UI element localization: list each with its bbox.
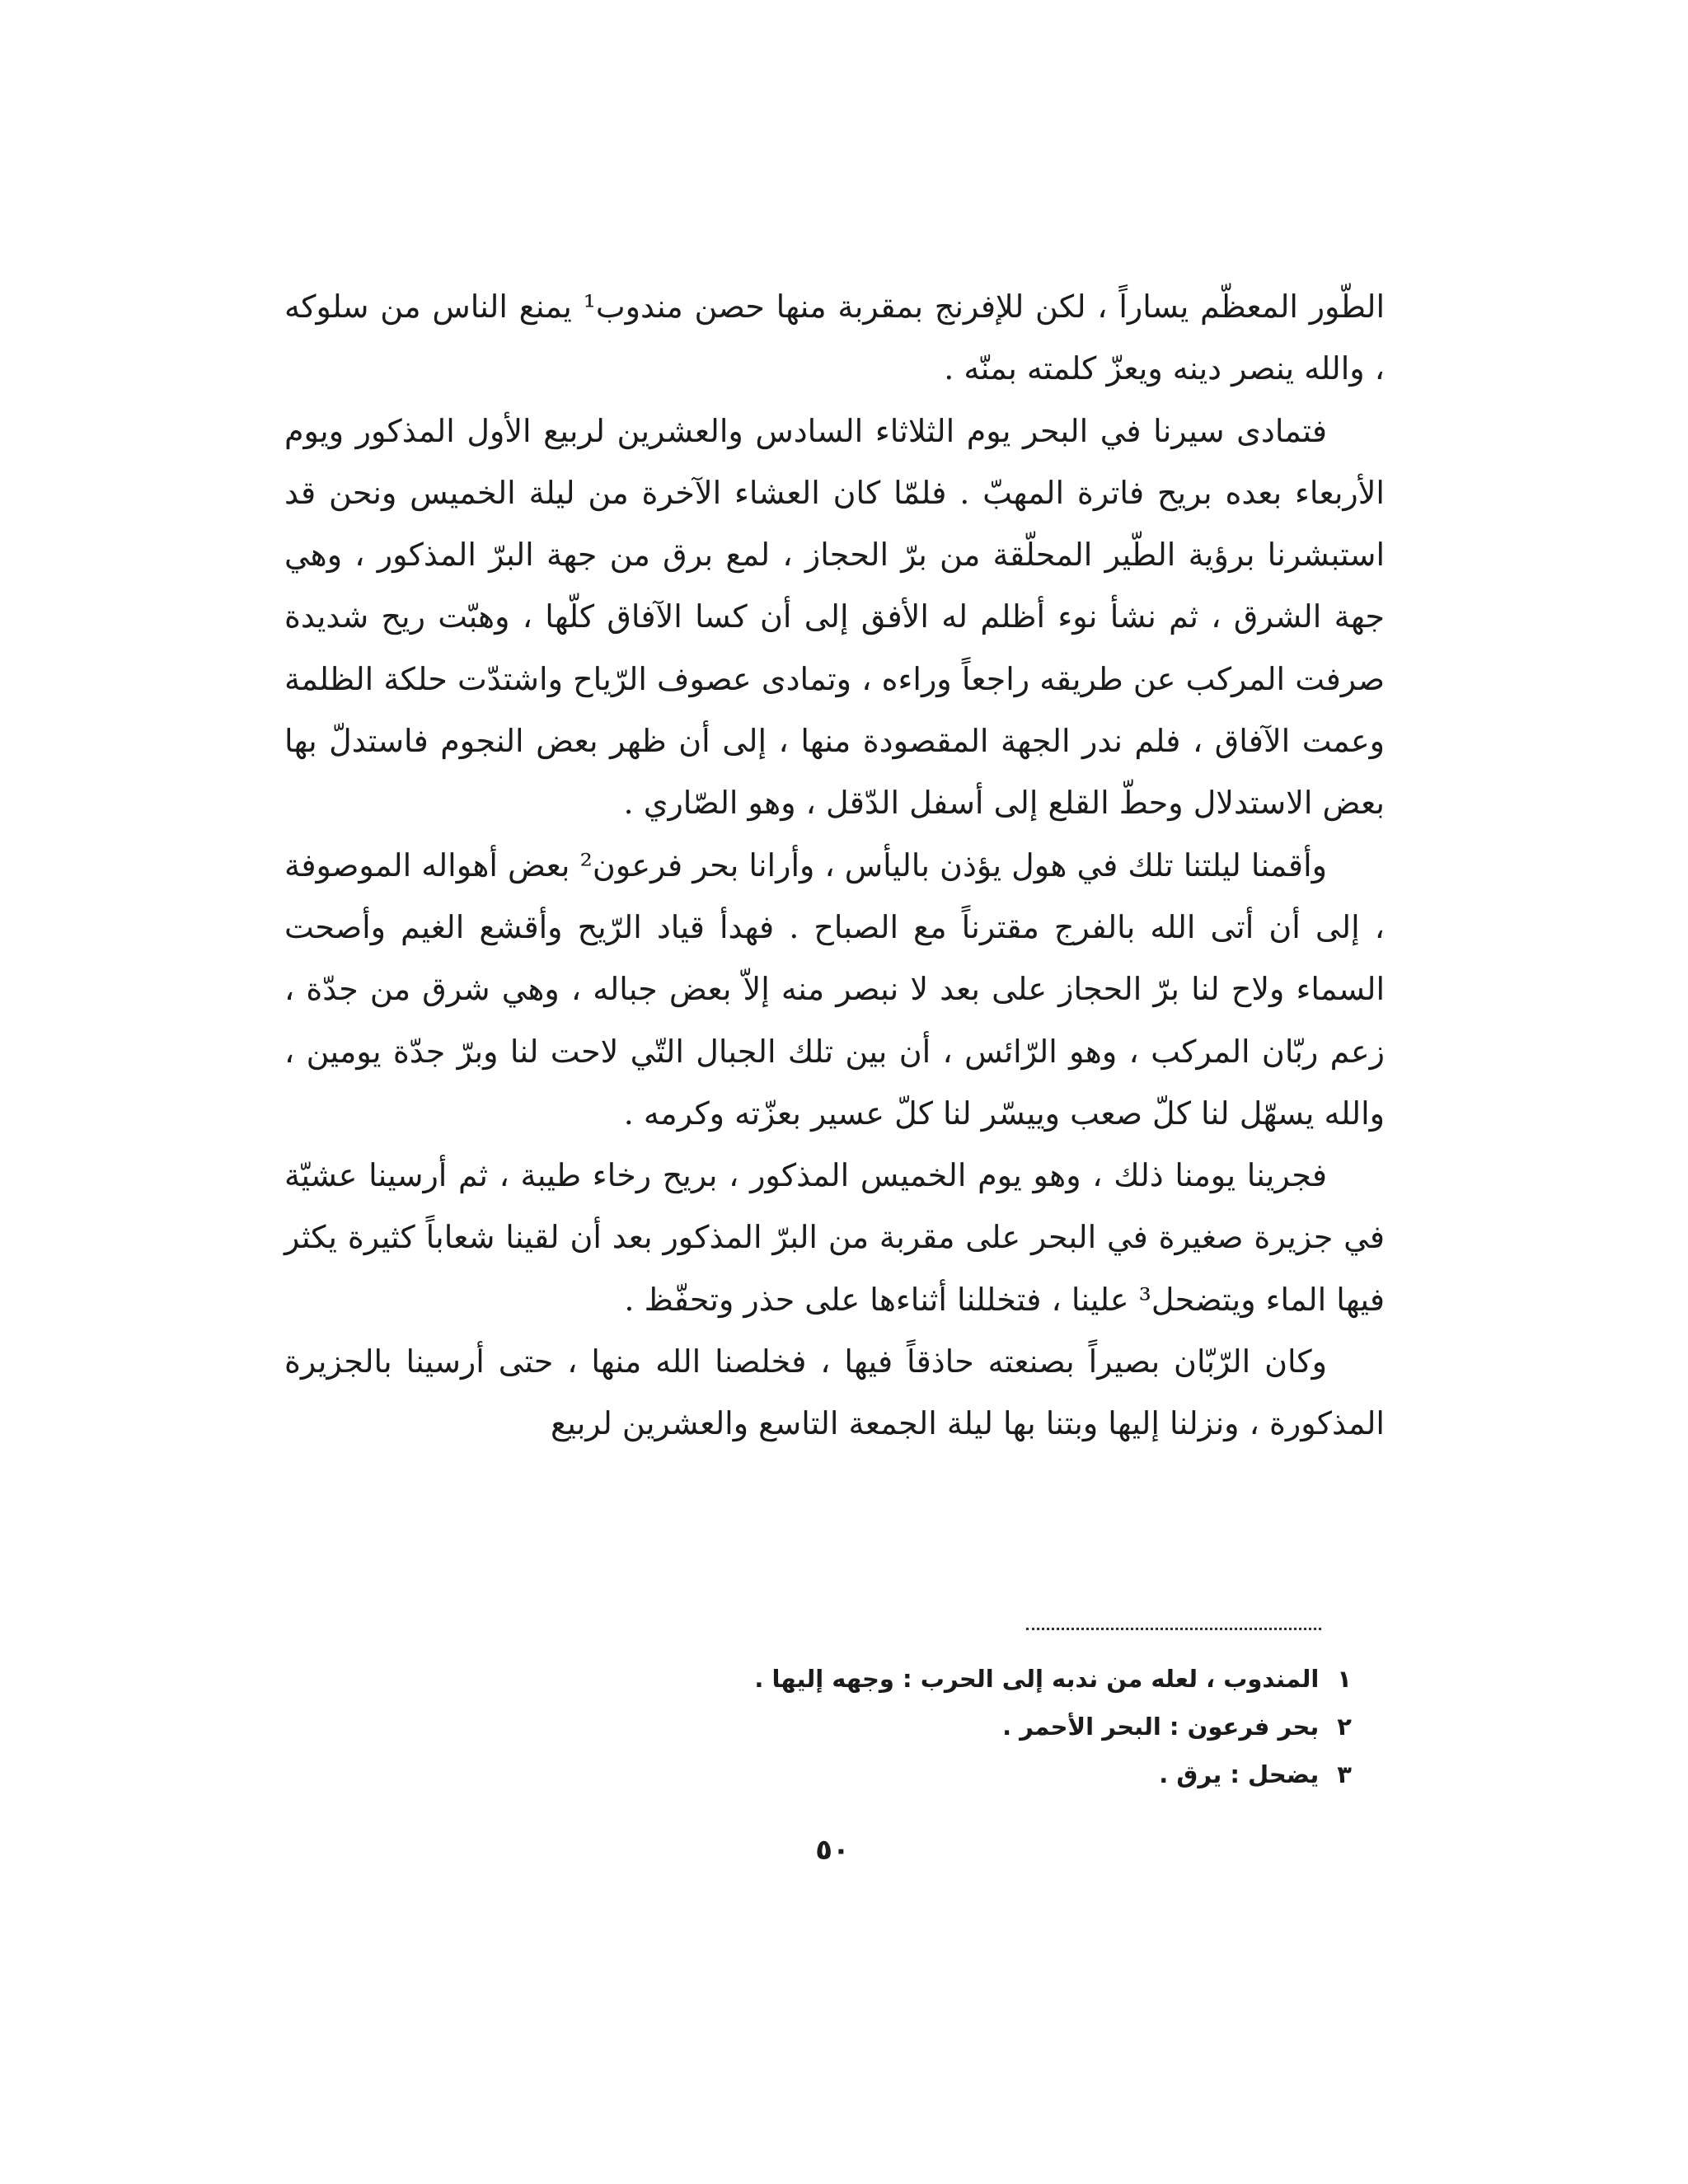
main-text (284, 276, 1385, 1455)
footnote-2 (577, 1703, 1352, 1750)
footnote-text: يضحل : يرق . (1159, 1760, 1320, 1788)
footnote-number: ٣ (1337, 1760, 1352, 1788)
paragraph-3: وأقمنا ليلتنا تلك في هول يؤذن باليأس ، وأرانا بحر فرعون² بعض أهواله الموصوفة ، إلى أن أتى الله بالفرج مقترناً مع الصباح . فهدأ قياد الرّيح وأقشع الغيم وأصحت السماء ولاح لنا برّ الحجاز على بعد لا نبصر منه إلاّ بعض جباله ، وهي شرق من جدّة ، زعم ربّان المركب ، وهو الرّائس ، أن بين تلك الجبال التّي لاحت لنا وبرّ جدّة يومين ، والله يسهّل لنا كلّ صعب وييسّر لنا كلّ عسير بعزّته وكرمه . (284, 846, 1385, 1132)
footnote-divider (1026, 1628, 1321, 1630)
footnote-number: ١ (1337, 1665, 1352, 1693)
footnotes (577, 1655, 1352, 1798)
page-number: ٥٠ (815, 1834, 850, 1867)
paragraph-2: فتمادى سيرنا في البحر يوم الثلاثاء السادس والعشرين لربيع الأول المذكور ويوم الأربعاء بعده بريح فاترة المهبّ . فلمّا كان العشاء الآخرة من ليلة الخميس ونحن قد استبشرنا برؤية الطّير المحلّقة من برّ الحجاز ، لمع برق من جهة البرّ المذكور ، وهي جهة الشرق ، ثم نشأ نوء أظلم له الأفق إلى أن كسا الآفاق كلّها ، وهبّت ريح شديدة صرفت المركب عن طريقه راجعاً وراءه ، وتمادى عصوف الرّياح واشتدّت حلكة الظلمة وعمت الآفاق ، فلم ندر الجهة المقصودة منها ، إلى أن ظهر بعض النجوم فاستدلّ بها بعض الاستدلال وحطّ القلع إلى أسفل الدّقل ، وهو الصّاري . (284, 412, 1385, 822)
footnote-3 (577, 1750, 1352, 1798)
paragraph-5: وكان الرّبّان بصيراً بصنعته حاذقاً فيها ، فخلصنا الله منها ، حتى أرسينا بالجزيرة المذكورة ، ونزلنا إليها وبتنا بها ليلة الجمعة التاسع والعشرين لربيع (284, 1343, 1385, 1442)
footnote-text: بحر فرعون : البحر الأحمر . (1002, 1713, 1320, 1741)
footnote-number: ٢ (1337, 1713, 1352, 1741)
footnote-text: المندوب ، لعله من ندبه إلى الحرب : وجهه إليها . (754, 1665, 1320, 1693)
paragraph-4: فجرينا يومنا ذلك ، وهو يوم الخميس المذكور ، بريح رخاء طيبة ، ثم أرسينا عشيّة في جزيرة صغيرة في البحر على مقربة من البرّ المذكور بعد أن لقينا شعاباً كثيرة يكثر فيها الماء ويتضحل³ علينا ، فتخللنا أثناءها على حذر وتحفّظ . (284, 1157, 1385, 1318)
paragraph-1: الطّور المعظّم يساراً ، لكن للإفرنج بمقربة منها حصن مندوب¹ يمنع الناس من سلوكه ، والله ينصر دينه ويعزّ كلمته بمنّه . (284, 288, 1386, 387)
footnote-1 (577, 1655, 1352, 1703)
